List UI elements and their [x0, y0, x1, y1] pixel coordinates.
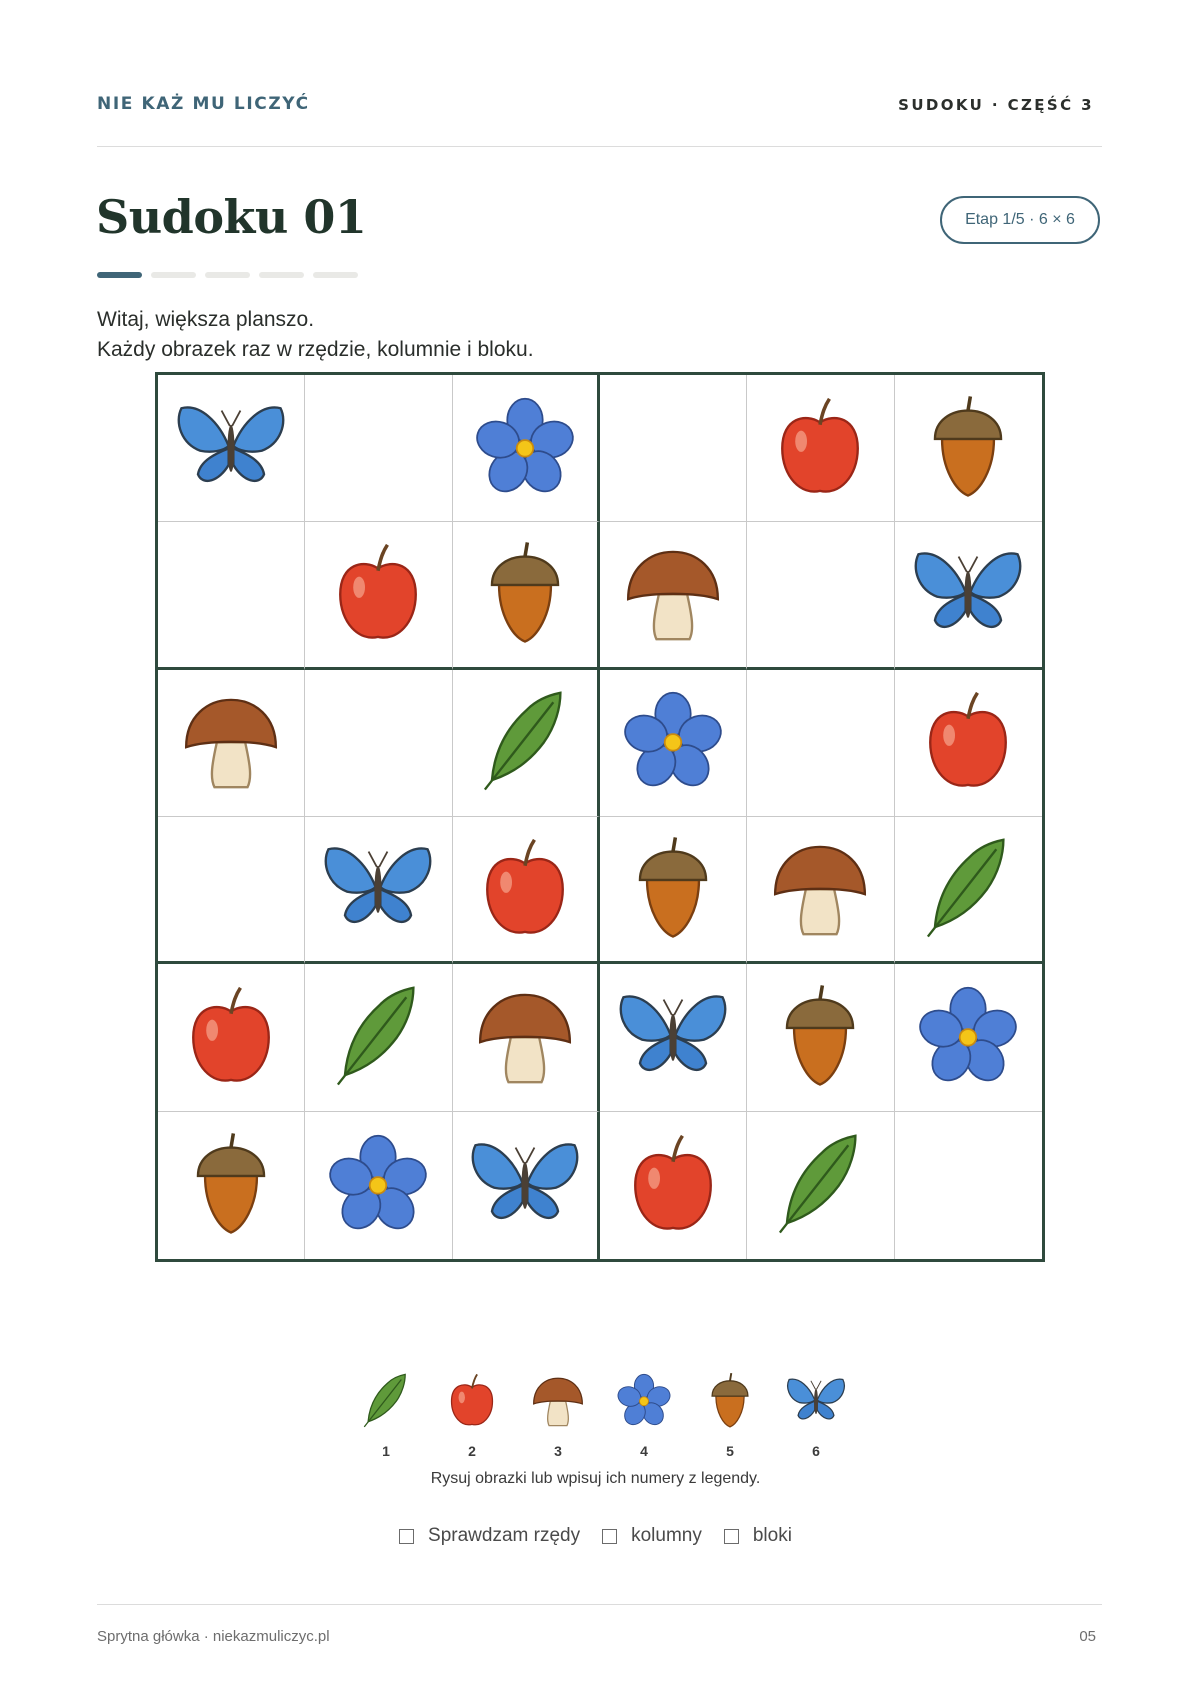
legend [352, 1368, 850, 1459]
acorn-icon [761, 976, 879, 1099]
legend-item-butterfly [782, 1368, 850, 1459]
flower-icon [612, 1368, 676, 1437]
acorn-icon [614, 828, 732, 951]
acorn-icon [698, 1368, 762, 1437]
butterfly-icon [784, 1368, 848, 1437]
legend-number: 5 [726, 1443, 734, 1459]
grid-cell-r3-c4[interactable] [600, 670, 747, 817]
check-blocks[interactable] [724, 1525, 792, 1547]
grid-cell-r1-c3[interactable] [453, 375, 600, 522]
progress-segment [151, 272, 196, 278]
grid-cell-r6-c6[interactable] [895, 1112, 1042, 1259]
legend-number: 1 [382, 1443, 390, 1459]
flower-icon [466, 387, 584, 510]
grid-cell-r1-c1[interactable] [158, 375, 305, 522]
legend-item-apple [438, 1368, 506, 1459]
legend-item-flower [610, 1368, 678, 1459]
check-columns-label: kolumny [631, 1525, 702, 1546]
grid-cell-r5-c3[interactable] [453, 964, 600, 1111]
leaf-icon [909, 828, 1027, 951]
grid-cell-r6-c1[interactable] [158, 1112, 305, 1259]
leaf-icon [761, 1124, 879, 1247]
progress-segment [205, 272, 250, 278]
mushroom-icon [614, 533, 732, 656]
apple-icon [172, 976, 290, 1099]
progress-indicator [97, 272, 358, 278]
grid-cell-r6-c3[interactable] [453, 1112, 600, 1259]
checkbox-columns[interactable] [602, 1529, 617, 1544]
acorn-icon [466, 533, 584, 656]
sudoku-grid [155, 372, 1045, 1262]
grid-cell-r3-c5[interactable] [747, 670, 894, 817]
mushroom-icon [761, 828, 879, 951]
apple-icon [440, 1368, 504, 1437]
progress-segment [259, 272, 304, 278]
header-section: SUDOKU · CZĘŚĆ 3 [898, 96, 1094, 114]
acorn-icon [909, 387, 1027, 510]
flower-icon [614, 681, 732, 804]
grid-cell-r1-c4[interactable] [600, 375, 747, 522]
apple-icon [614, 1124, 732, 1247]
legend-number: 4 [640, 1443, 648, 1459]
legend-item-leaf [352, 1368, 420, 1459]
apple-icon [319, 533, 437, 656]
grid-cell-r5-c5[interactable] [747, 964, 894, 1111]
acorn-icon [172, 1124, 290, 1247]
intro-line-2: Każdy obrazek raz w rzędzie, kolumnie i bloku. [97, 338, 534, 361]
mushroom-icon [172, 681, 290, 804]
grid-cell-r5-c6[interactable] [895, 964, 1042, 1111]
header-divider [97, 146, 1102, 147]
intro-text [97, 305, 534, 365]
check-rows[interactable] [399, 1525, 580, 1547]
grid-cell-r2-c6[interactable] [895, 522, 1042, 669]
grid-cell-r5-c2[interactable] [305, 964, 452, 1111]
intro-line-1: Witaj, większa planszo. [97, 308, 315, 331]
grid-cell-r1-c5[interactable] [747, 375, 894, 522]
grid-cell-r4-c3[interactable] [453, 817, 600, 964]
grid-cell-r2-c1[interactable] [158, 522, 305, 669]
grid-cell-r4-c1[interactable] [158, 817, 305, 964]
grid-cell-r2-c5[interactable] [747, 522, 894, 669]
grid-cell-r4-c4[interactable] [600, 817, 747, 964]
mushroom-icon [526, 1368, 590, 1437]
grid-cell-r4-c5[interactable] [747, 817, 894, 964]
grid-cell-r3-c1[interactable] [158, 670, 305, 817]
leaf-icon [319, 976, 437, 1099]
apple-icon [761, 387, 879, 510]
grid-cell-r6-c5[interactable] [747, 1112, 894, 1259]
leaf-icon [466, 681, 584, 804]
legend-number: 2 [468, 1443, 476, 1459]
grid-cell-r4-c2[interactable] [305, 817, 452, 964]
leaf-icon [354, 1368, 418, 1437]
butterfly-icon [319, 828, 437, 951]
checkbox-rows[interactable] [399, 1529, 414, 1544]
page-number: 05 [1079, 1628, 1096, 1645]
legend-item-mushroom [524, 1368, 592, 1459]
page-title: Sudoku 01 [96, 190, 367, 244]
grid-cell-r2-c3[interactable] [453, 522, 600, 669]
grid-cell-r6-c4[interactable] [600, 1112, 747, 1259]
hint-text: Rysuj obrazki lub wpisuj ich numery z legendy. [430, 1470, 761, 1487]
checklist [0, 1525, 1191, 1547]
grid-cell-r4-c6[interactable] [895, 817, 1042, 964]
mushroom-icon [466, 976, 584, 1099]
header-brand: NIE KAŻ MU LICZYĆ [97, 94, 310, 114]
check-columns[interactable] [602, 1525, 702, 1547]
grid-cell-r1-c6[interactable] [895, 375, 1042, 522]
flower-icon [909, 976, 1027, 1099]
footer-credit: Sprytna główka · niekazmuliczyc.pl [97, 1628, 330, 1645]
butterfly-icon [466, 1124, 584, 1247]
grid-cell-r2-c2[interactable] [305, 522, 452, 669]
grid-cell-r3-c3[interactable] [453, 670, 600, 817]
flower-icon [319, 1124, 437, 1247]
legend-number: 6 [812, 1443, 820, 1459]
grid-cell-r2-c4[interactable] [600, 522, 747, 669]
butterfly-icon [614, 976, 732, 1099]
butterfly-icon [172, 387, 290, 510]
grid-cell-r5-c4[interactable] [600, 964, 747, 1111]
checkbox-blocks[interactable] [724, 1529, 739, 1544]
butterfly-icon [909, 533, 1027, 656]
footer-divider [97, 1604, 1102, 1605]
apple-icon [909, 681, 1027, 804]
progress-segment [97, 272, 142, 278]
progress-segment [313, 272, 358, 278]
grid-cell-r5-c1[interactable] [158, 964, 305, 1111]
legend-item-acorn [696, 1368, 764, 1459]
grid-cell-r3-c6[interactable] [895, 670, 1042, 817]
stage-badge: Etap 1/5 · 6 × 6 [940, 196, 1100, 244]
grid-cell-r1-c2[interactable] [305, 375, 452, 522]
grid-cell-r3-c2[interactable] [305, 670, 452, 817]
check-blocks-label: bloki [752, 1525, 792, 1546]
apple-icon [466, 828, 584, 951]
legend-number: 3 [554, 1443, 562, 1459]
check-rows-label: Sprawdzam rzędy [428, 1525, 581, 1546]
grid-cell-r6-c2[interactable] [305, 1112, 452, 1259]
